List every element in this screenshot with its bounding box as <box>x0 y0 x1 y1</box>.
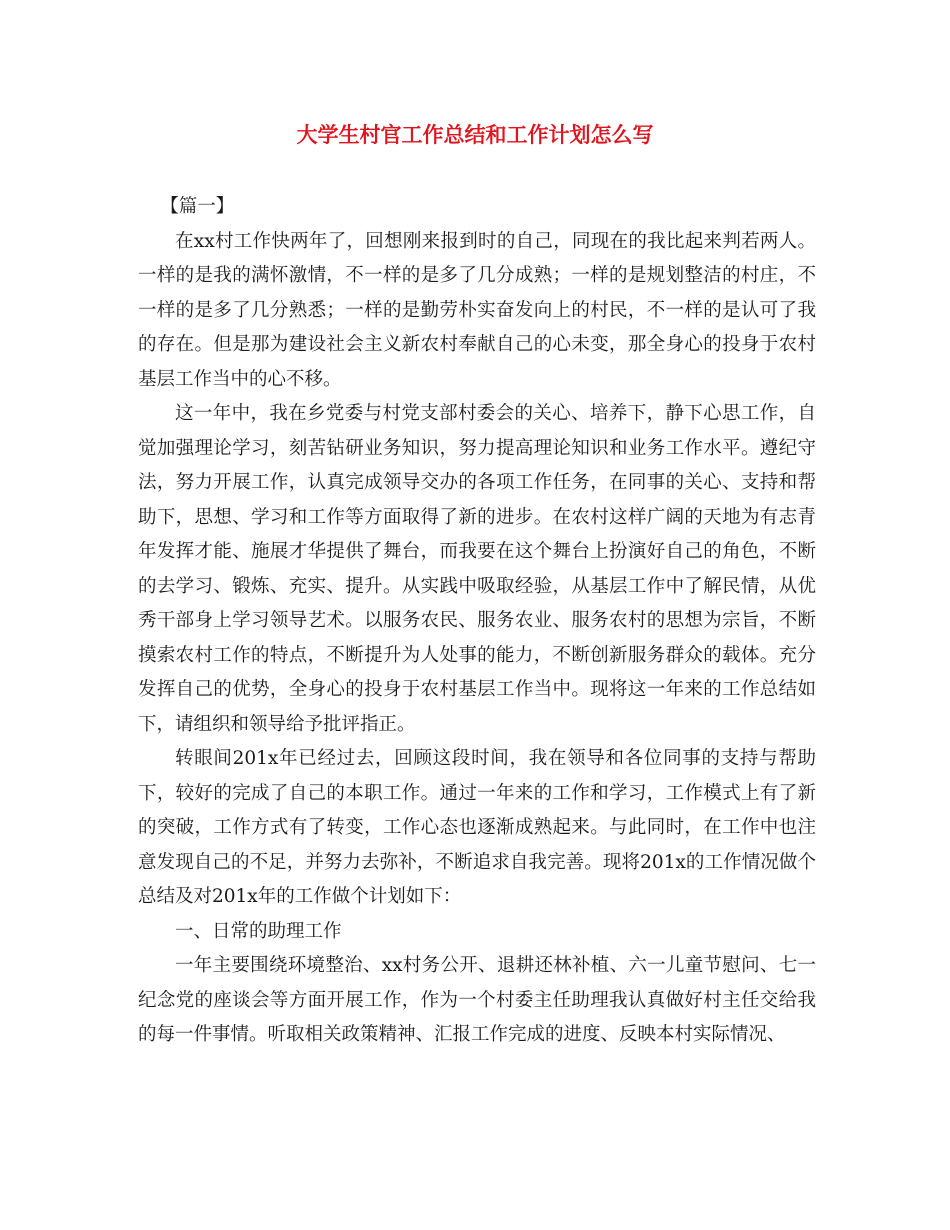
paragraph: 在xx村工作快两年了，回想刚来报到时的自己，同现在的我比起来判若两人。一样的是我的满怀激情，不一样的是多了几分成熟；一样的是规划整洁的村庄，不一样的是多了几分熟悉；一样的是勤劳朴实奋发向上的村民，不一样的是认可了我的存在。但是那为建设社会主义新农村奉献自己的心未变，那全身心的投身于农村基层工作当中的心不移。 <box>138 230 816 390</box>
paragraph: 这一年中，我在乡党委与村党支部村委会的关心、培养下，静下心思工作，自觉加强理论学习，刻苦钻研业务知识，努力提高理论知识和业务工作水平。遵纪守法，努力开展工作，认真完成领导交办的各项工作任务，在同事的关心、支持和帮助下，思想、学习和工作等方面取得了新的进步。在农村这样广阔的天地为有志青年发挥才能、施展才华提供了舞台，而我要在这个舞台上扮演好自己的角色，不断的去学习、锻炼、充实、提升。从实践中吸取经验，从基层工作中了解民情，从优秀干部身上学习领导艺术。以服务农民、服务农业、服务农村的思想为宗旨，不断摸索农村工作的特点，不断提升为人处事的能力，不断创新服务群众的载体。充分发挥自己的优势，全身心的投身于农村基层工作当中。现将这一年来的工作总结如下，请组织和领导给予批评指正。 <box>138 403 816 735</box>
section-heading: 一、日常的助理工作 <box>175 920 342 942</box>
paragraph: 一年主要围绕环境整治、xx村务公开、退耕还林补植、六一儿童节慰问、七一纪念党的座谈会等方面开展工作，作为一个村委主任助理我认真做好村主任交给我的每一件事情。听取相关政策精神、汇报工作完成的进度、反映本村实际情况、 <box>138 955 816 1045</box>
paragraph: 转眼间201x年已经过去，回顾这段时间，我在领导和各位同事的支持与帮助下，较好的完成了自己的本职工作。通过一年来的工作和学习，工作模式上有了新的突破，工作方式有了转变，工作心态也逐渐成熟起来。与此同时，在工作中也注意发现自己的不足，并努力去弥补，不断追求自我完善。现将201x的工作情况做个总结及对201x年的工作做个计划如下： <box>138 748 816 907</box>
section-label: 【篇一】 <box>160 196 235 217</box>
document-body <box>138 190 816 1053</box>
document-title: 大学生村官工作总结和工作计划怎么写 <box>296 122 654 147</box>
